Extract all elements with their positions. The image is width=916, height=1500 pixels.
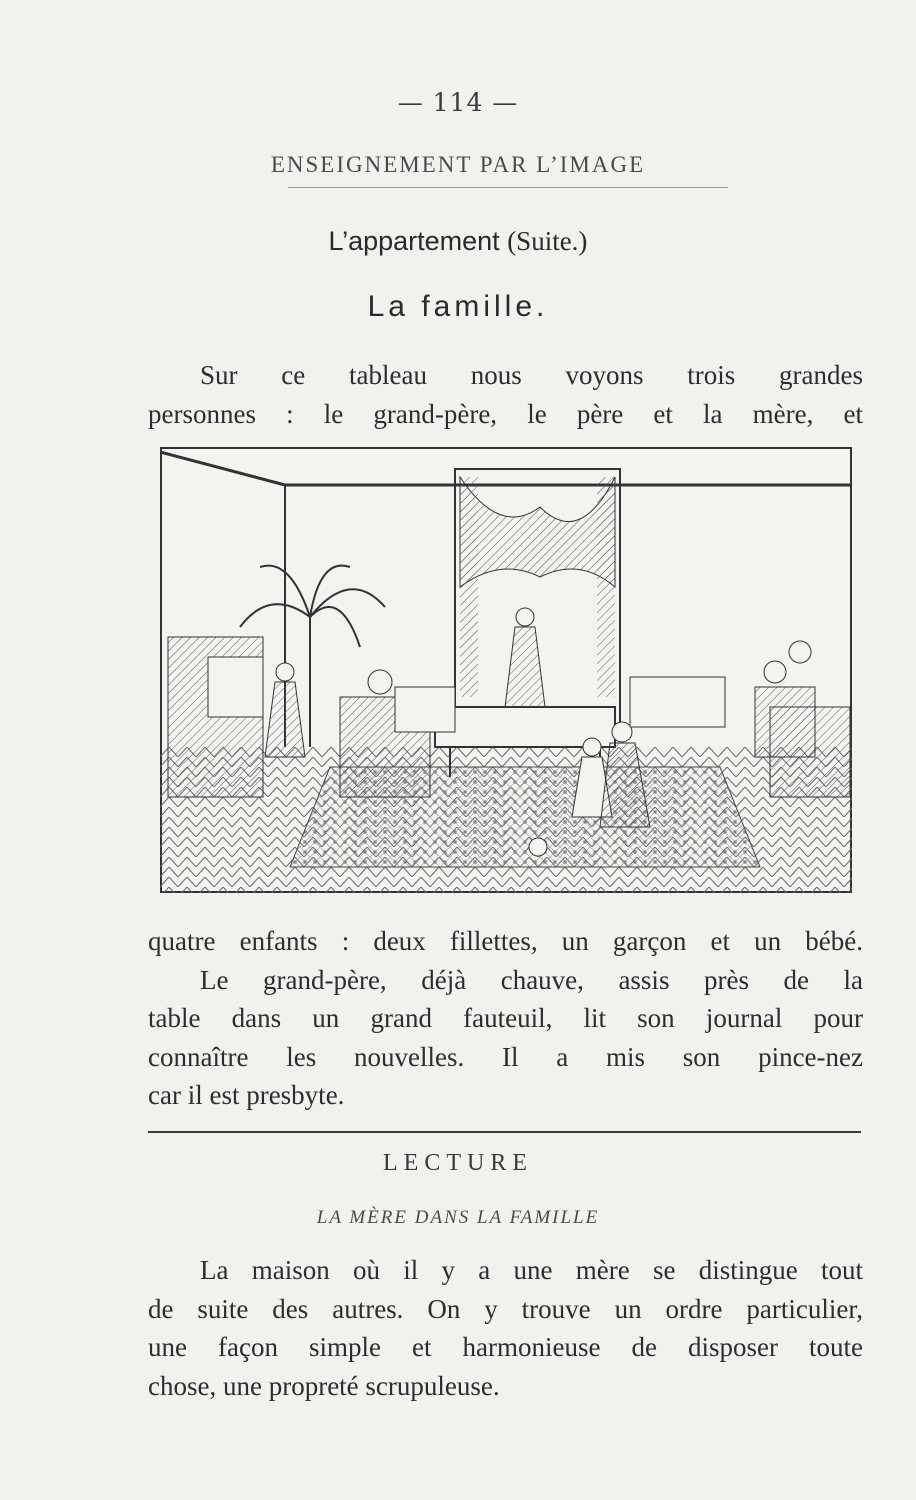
lecture-heading: LECTURE xyxy=(383,1150,533,1176)
family-living-room-illustration xyxy=(160,447,852,893)
lecture-line: de suite des autres. On y trouve un ordre particulier, xyxy=(148,1293,863,1324)
paragraph-2-line: car il est presbyte. xyxy=(148,1080,345,1110)
paragraph-2-line: connaître les nouvelles. Il a mis son pince-nez xyxy=(148,1041,863,1072)
lecture-line: chose, une propreté scrupuleuse. xyxy=(148,1370,500,1401)
paragraph-1 xyxy=(148,356,863,433)
lesson-title xyxy=(0,226,916,257)
paragraph-2-line: table dans un grand fauteuil, lit son journal pour xyxy=(148,1003,863,1033)
paragraph-2-line: Le grand-père, déjà chauve, assis près de la xyxy=(200,964,863,995)
section-heading: ENSEIGNEMENT PAR L’IMAGE xyxy=(270,152,646,177)
lesson-title-suffix: (Suite.) xyxy=(507,226,588,256)
lecture-line: une façon simple et harmonieuse de disposer toute xyxy=(148,1332,863,1362)
lecture-line: La maison où il y a une mère se distingue tout xyxy=(200,1255,863,1285)
lesson-title-main: L’appartement xyxy=(328,226,500,256)
subtitle: La famille. xyxy=(367,290,549,323)
lecture-subtitle: LA MÈRE DANS LA FAMILLE xyxy=(316,1207,600,1228)
paragraph-2 xyxy=(148,922,863,1115)
heading-divider xyxy=(288,187,728,188)
page-number: — 114 — xyxy=(397,88,519,117)
paragraph-1-line: personnes : le grand-père, le père et la mère, et xyxy=(148,398,863,429)
paragraph-2-line: quatre enfants : deux fillettes, un garçon et un bébé. xyxy=(148,926,863,956)
paragraph-1-line: Sur ce tableau nous voyons trois grandes xyxy=(200,360,863,390)
section-divider xyxy=(148,1131,861,1133)
lecture-paragraph xyxy=(148,1251,863,1405)
